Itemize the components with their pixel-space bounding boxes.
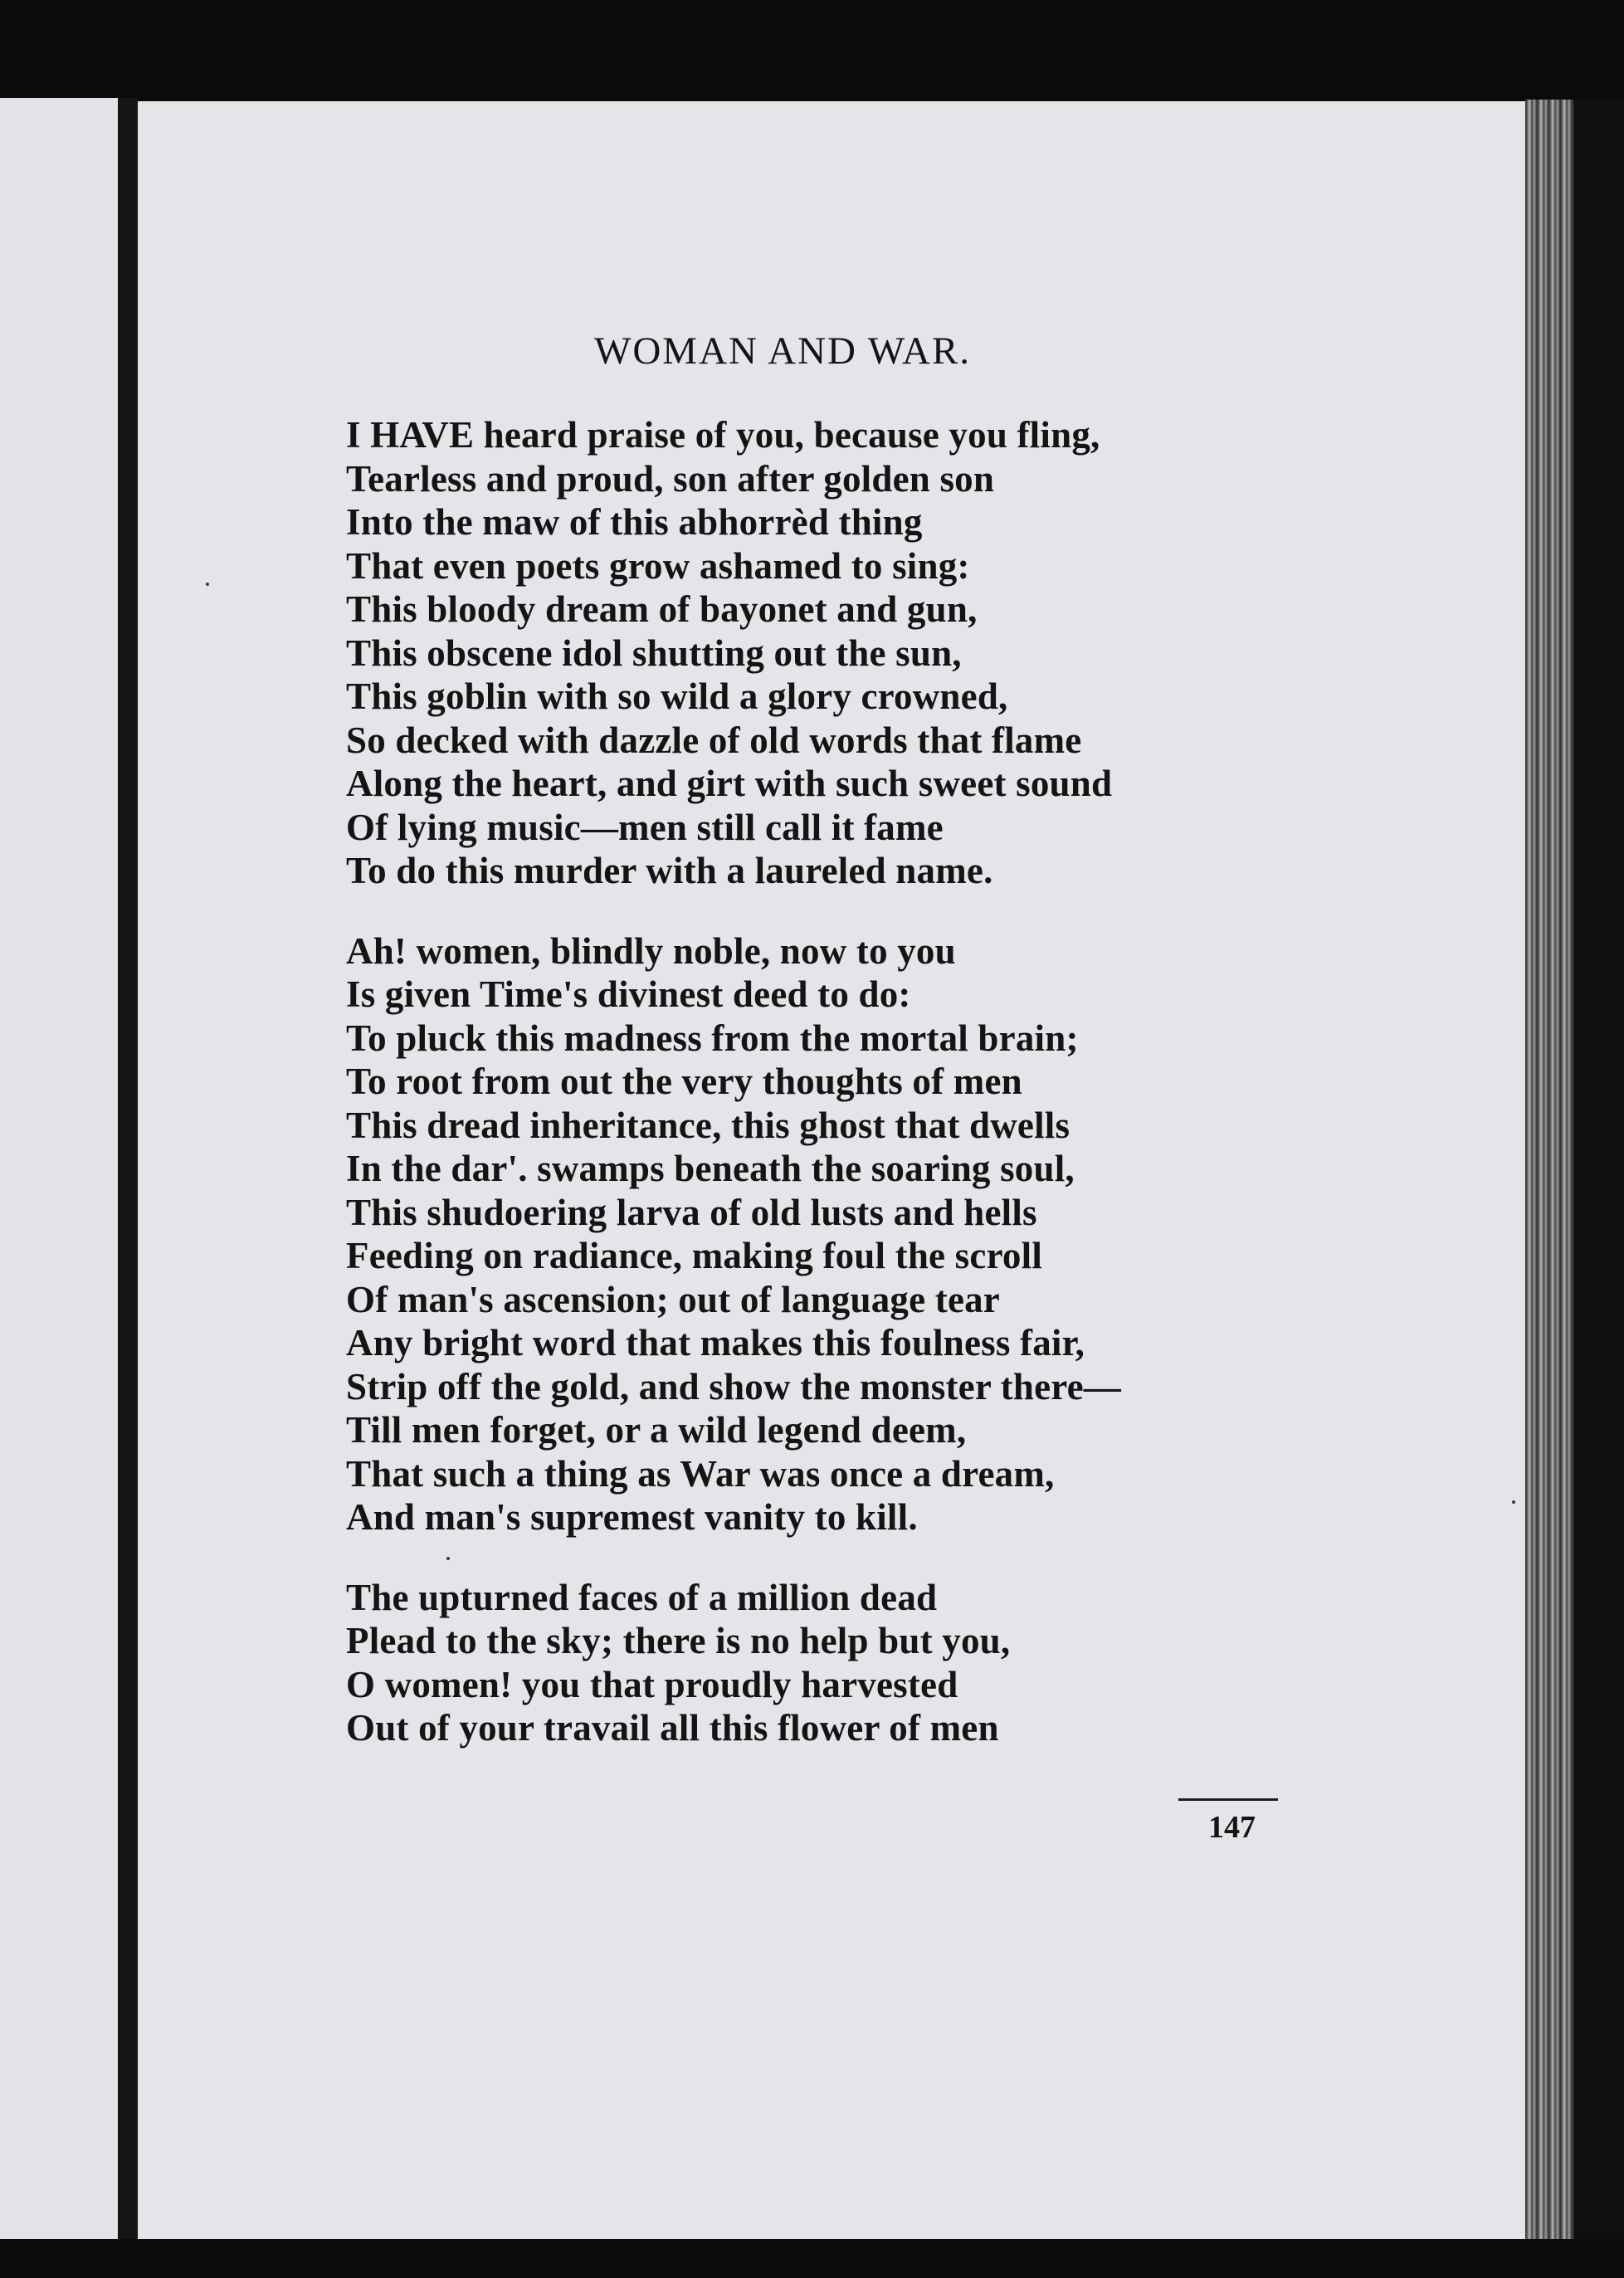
- opening-line-rest: heard praise of you, because you fling,: [474, 414, 1100, 456]
- poem-line: Out of your travail all this flower of men: [346, 1707, 999, 1749]
- poem-line: Of lying music—men still call it fame: [346, 806, 944, 848]
- poem-line: This obscene idol shutting out the sun,: [346, 632, 962, 674]
- poem-line: In the dar'. swamps beneath the soaring soul,: [346, 1148, 1075, 1189]
- poem-line: So decked with dazzle of old words that flame: [346, 719, 1082, 761]
- poem-line: To do this murder with a laureled name.: [346, 850, 993, 891]
- footer-rule: [1178, 1798, 1278, 1801]
- page-number: 147: [1208, 1810, 1256, 1845]
- scan-speck: [206, 583, 209, 586]
- book-gutter: [118, 98, 138, 2239]
- poem-line: Ah! women, blindly noble, now to you: [346, 929, 956, 972]
- poem-line: To pluck this madness from the mortal brain;: [346, 1017, 1079, 1059]
- stanza-3: [346, 1576, 1192, 1750]
- stanza-1: [346, 413, 1192, 893]
- poem-line: Any bright word that makes this foulness fair,: [346, 1322, 1085, 1363]
- poem-line: This goblin with so wild a glory crowned,: [346, 676, 1008, 717]
- poem-line: This dread inheritance, this ghost that dwells: [346, 1104, 1070, 1146]
- poem-line: [346, 413, 1192, 457]
- poem-line: Till men forget, or a wild legend deem,: [346, 1409, 967, 1451]
- edge-shadow: [1573, 100, 1624, 2257]
- poem-line: That such a thing as War was once a dream,: [346, 1452, 1055, 1495]
- poem-line: That even poets grow ashamed to sing:: [346, 544, 970, 587]
- poem-line: The upturned faces of a million dead: [346, 1576, 938, 1618]
- poem-line: This bloody dream of bayonet and gun,: [346, 588, 978, 630]
- poem-body: [346, 413, 1192, 1787]
- poem-title: WOMAN AND WAR.: [594, 329, 972, 373]
- stanza-2: [346, 929, 1192, 1539]
- poem-line: Tearless and proud, son after golden son: [346, 457, 995, 500]
- page-block-edge: [1525, 100, 1573, 2257]
- poem-line: And man's supremest vanity to kill.: [346, 1496, 918, 1538]
- opening-small-caps: I HAVE: [346, 414, 475, 456]
- poem-line: Feeding on radiance, making foul the scroll: [346, 1235, 1043, 1276]
- scan-speck: [1512, 1500, 1515, 1504]
- poem-line: Along the heart, and girt with such sweet sound: [346, 763, 1113, 804]
- scan-speck: [446, 1557, 450, 1560]
- poem-line: Plead to the sky; there is no help but you,: [346, 1620, 1011, 1661]
- poem-line: Of man's ascension; out of language tear: [346, 1278, 1000, 1320]
- poem-line: To root from out the very thoughts of men: [346, 1061, 1022, 1102]
- poem-line: Into the maw of this abhorrèd thing: [346, 501, 923, 543]
- poem-line: O women! you that proudly harvested: [346, 1663, 958, 1705]
- scan-bottom-border: [0, 2239, 1624, 2278]
- poem-line: This shudoering larva of old lusts and hells: [346, 1191, 1037, 1233]
- poem-line: Is given Time's divinest deed to do:: [346, 973, 911, 1015]
- poem-line: Strip off the gold, and show the monster there—: [346, 1365, 1121, 1407]
- left-page-edge: [0, 98, 118, 2239]
